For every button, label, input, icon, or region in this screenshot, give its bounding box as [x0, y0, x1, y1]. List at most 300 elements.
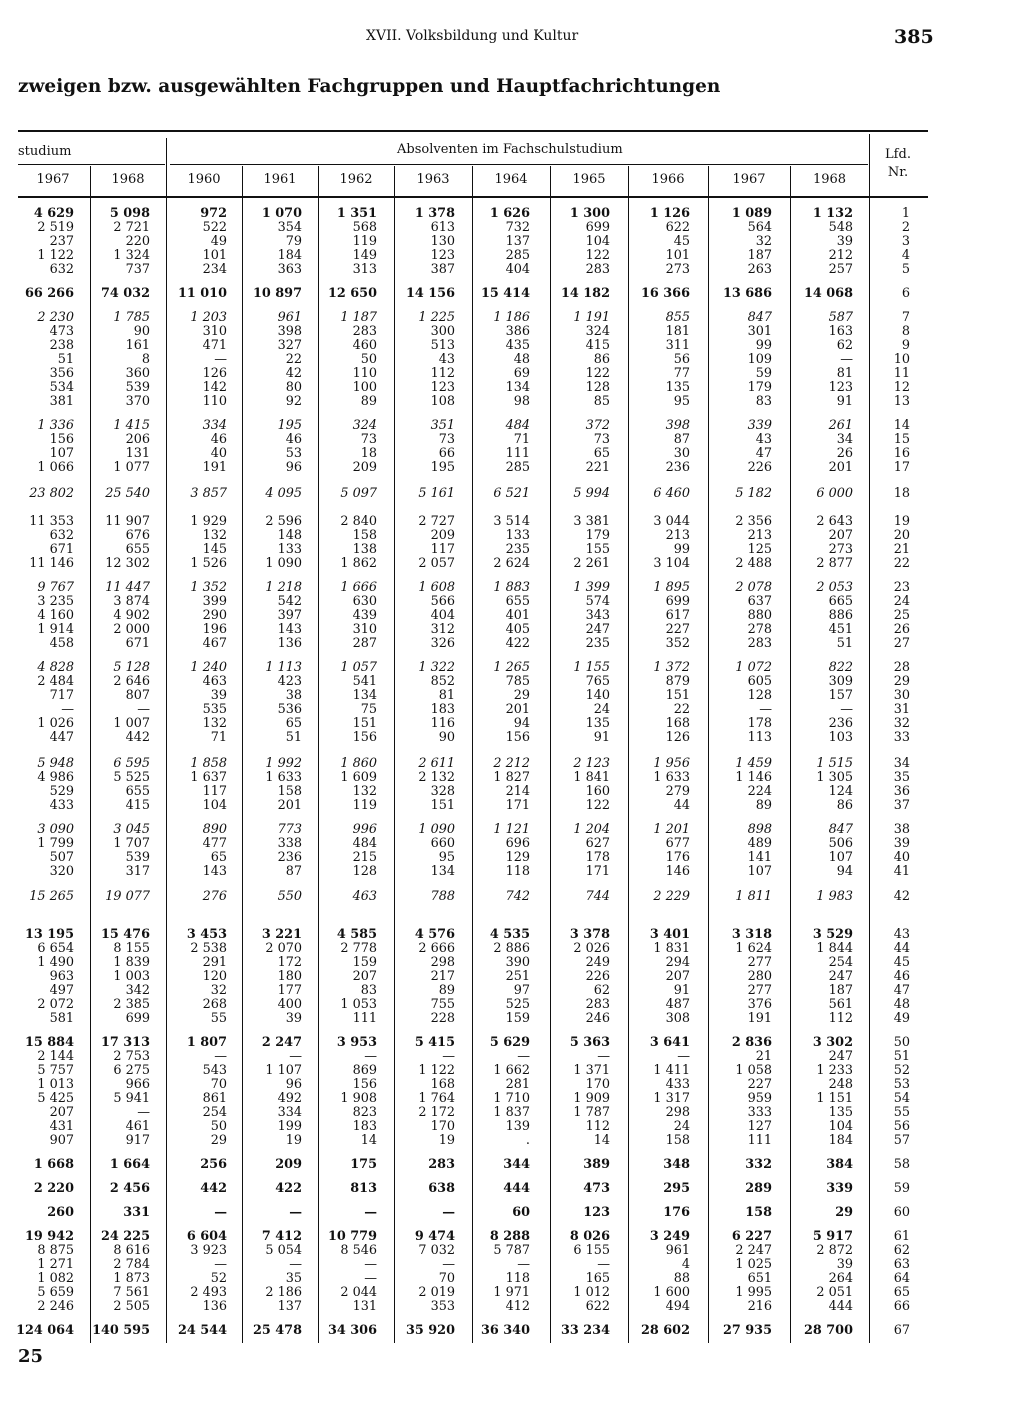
- table-cell: 1 914: [37, 622, 74, 637]
- table-cell: 110: [202, 394, 227, 409]
- table-cell: 1 053: [340, 997, 377, 1012]
- table-cell: 513: [430, 338, 455, 353]
- table-cell: —: [364, 1271, 377, 1286]
- table-cell: 2 646: [113, 674, 150, 689]
- table-row: [0, 675, 1024, 689]
- table-cell: 6 000: [816, 486, 853, 501]
- table-cell: 5 098: [109, 206, 150, 221]
- table-cell: 143: [277, 622, 302, 637]
- table-cell: 313: [352, 262, 377, 277]
- table-cell: 397: [277, 608, 302, 623]
- table-cell: 19 942: [25, 1229, 74, 1244]
- row-number: 28: [893, 660, 910, 675]
- table-cell: —: [597, 1049, 610, 1064]
- table-cell: 5 787: [493, 1243, 530, 1258]
- table-row: [0, 1120, 1024, 1134]
- table-row: [0, 865, 1024, 879]
- table-cell: 226: [747, 460, 772, 475]
- table-cell: 917: [125, 1133, 150, 1148]
- table-cell: 131: [352, 1299, 377, 1314]
- table-cell: 907: [49, 1133, 74, 1148]
- table-cell: 217: [430, 969, 455, 984]
- table-cell: 372: [585, 418, 610, 433]
- table-cell: 149: [352, 248, 377, 263]
- table-cell: —: [364, 1049, 377, 1064]
- table-cell: 451: [828, 622, 853, 637]
- table-cell: 348: [663, 1157, 690, 1172]
- table-cell: 134: [430, 864, 455, 879]
- table-cell: 855: [665, 310, 690, 325]
- table-row: [0, 851, 1024, 865]
- table-cell: 3 045: [113, 822, 150, 837]
- table-cell: 484: [352, 836, 377, 851]
- table-cell: 622: [665, 220, 690, 235]
- table-cell: 390: [505, 955, 530, 970]
- table-cell: 140: [585, 688, 610, 703]
- table-cell: 1 608: [418, 580, 455, 595]
- table-cell: 35: [285, 1271, 302, 1286]
- table-row: [0, 221, 1024, 235]
- table-cell: 187: [747, 248, 772, 263]
- table-cell: 14 182: [561, 286, 610, 301]
- table-cell: 2 666: [418, 941, 455, 956]
- table-cell: 213: [747, 528, 772, 543]
- table-cell: 44: [673, 798, 690, 813]
- table-cell: 422: [275, 1181, 302, 1196]
- table-cell: 568: [352, 220, 377, 235]
- table-cell: 117: [430, 542, 455, 557]
- table-cell: 539: [125, 380, 150, 395]
- table-cell: 10 897: [253, 286, 302, 301]
- table-row: [0, 1230, 1024, 1244]
- table-cell: 376: [747, 997, 772, 1012]
- row-number: 32: [893, 716, 910, 731]
- table-cell: 91: [673, 983, 690, 998]
- table-cell: 492: [277, 1091, 302, 1106]
- table-cell: 236: [665, 460, 690, 475]
- table-cell: 4: [681, 1257, 690, 1272]
- table-cell: 130: [430, 234, 455, 249]
- table-cell: 334: [277, 1105, 302, 1120]
- table-cell: 847: [828, 822, 853, 837]
- table-cell: 201: [277, 798, 302, 813]
- table-cell: 39: [285, 1011, 302, 1026]
- table-cell: 9 474: [414, 1229, 455, 1244]
- table-cell: 35 920: [406, 1323, 455, 1338]
- table-cell: 119: [352, 234, 377, 249]
- table-row: [0, 890, 1024, 904]
- table-cell: 4 828: [37, 660, 74, 675]
- table-cell: 52: [210, 1271, 227, 1286]
- table-cell: 1 707: [113, 836, 150, 851]
- table-cell: 351: [430, 418, 455, 433]
- table-cell: 2 057: [418, 556, 455, 571]
- table-row: [0, 419, 1024, 433]
- table-cell: 1 637: [190, 770, 227, 785]
- table-cell: 170: [585, 1077, 610, 1092]
- table-cell: 128: [585, 380, 610, 395]
- table-cell: 869: [352, 1063, 377, 1078]
- table-cell: 737: [125, 262, 150, 277]
- table-cell: 59: [755, 366, 772, 381]
- row-number: 9: [901, 338, 910, 353]
- row-number: 52: [893, 1063, 910, 1078]
- row-number: 41: [893, 864, 910, 879]
- table-cell: 677: [665, 836, 690, 851]
- table-cell: 2 385: [113, 997, 150, 1012]
- table-cell: 215: [352, 850, 377, 865]
- table-cell: 100: [352, 380, 377, 395]
- table-cell: 247: [585, 622, 610, 637]
- table-cell: 111: [747, 1133, 772, 1148]
- table-cell: 2 721: [113, 220, 150, 235]
- table-cell: 107: [747, 864, 772, 879]
- table-row: [0, 395, 1024, 409]
- table-cell: 85: [593, 394, 610, 409]
- row-number: 15: [893, 432, 910, 447]
- table-row: [0, 207, 1024, 221]
- table-row: [0, 984, 1024, 998]
- table-cell: 8 026: [569, 1229, 610, 1244]
- table-cell: 5 629: [489, 1035, 530, 1050]
- table-row: [0, 1106, 1024, 1120]
- table-cell: 96: [285, 1077, 302, 1092]
- table-cell: 201: [505, 702, 530, 717]
- table-cell: 25 540: [105, 486, 150, 501]
- table-row: [0, 447, 1024, 461]
- table-cell: 1 371: [573, 1063, 610, 1078]
- table-cell: 564: [747, 220, 772, 235]
- table-cell: 81: [836, 366, 853, 381]
- table-row: [0, 1300, 1024, 1314]
- table-cell: 65: [210, 850, 227, 865]
- table-cell: 148: [277, 528, 302, 543]
- table-cell: 283: [585, 997, 610, 1012]
- row-number: 63: [893, 1257, 910, 1272]
- year-header: 1960: [187, 172, 221, 187]
- table-cell: 135: [828, 1105, 853, 1120]
- table-cell: 1 336: [37, 418, 74, 433]
- table-cell: 8 546: [340, 1243, 377, 1258]
- table-cell: 276: [202, 889, 227, 904]
- row-number: 40: [893, 850, 910, 865]
- table-cell: 180: [277, 969, 302, 984]
- table-cell: 213: [665, 528, 690, 543]
- table-cell: 5 415: [414, 1035, 455, 1050]
- table-row: [0, 956, 1024, 970]
- table-cell: 2 123: [573, 756, 610, 771]
- table-cell: 381: [49, 394, 74, 409]
- table-cell: 755: [430, 997, 455, 1012]
- table-cell: 477: [202, 836, 227, 851]
- table-cell: 73: [593, 432, 610, 447]
- table-cell: 1 146: [735, 770, 772, 785]
- table-cell: 135: [585, 716, 610, 731]
- table-cell: 137: [277, 1299, 302, 1314]
- table-cell: —: [840, 702, 853, 717]
- table-cell: 134: [352, 688, 377, 703]
- row-number: 24: [893, 594, 910, 609]
- table-cell: 3 221: [261, 927, 302, 942]
- table-cell: 107: [828, 850, 853, 865]
- year-header: 1961: [263, 172, 297, 187]
- row-number: 56: [893, 1119, 910, 1134]
- table-cell: 4 535: [489, 927, 530, 942]
- table-cell: 160: [585, 784, 610, 799]
- table-cell: 401: [505, 608, 530, 623]
- table-cell: 1 352: [190, 580, 227, 595]
- table-cell: 201: [828, 460, 853, 475]
- table-cell: 71: [210, 730, 227, 745]
- row-number: 23: [893, 580, 910, 595]
- table-cell: 24 225: [101, 1229, 150, 1244]
- table-cell: 415: [125, 798, 150, 813]
- table-cell: 6 275: [113, 1063, 150, 1078]
- table-cell: 15 414: [481, 286, 530, 301]
- table-cell: 226: [585, 969, 610, 984]
- table-cell: 637: [747, 594, 772, 609]
- table-cell: 112: [585, 1119, 610, 1134]
- table-cell: 179: [585, 528, 610, 543]
- table-cell: 4 576: [414, 927, 455, 942]
- table-cell: 1 151: [816, 1091, 853, 1106]
- table-cell: 11 146: [29, 556, 74, 571]
- table-cell: 40: [210, 446, 227, 461]
- table-cell: 212: [828, 248, 853, 263]
- table-cell: 1 090: [418, 822, 455, 837]
- table-cell: 1 929: [190, 514, 227, 529]
- table-cell: 113: [747, 730, 772, 745]
- table-cell: 879: [665, 674, 690, 689]
- table-cell: 4 585: [336, 927, 377, 942]
- table-cell: 56: [673, 352, 690, 367]
- table-cell: 320: [49, 864, 74, 879]
- table-cell: 123: [430, 248, 455, 263]
- table-cell: 494: [665, 1299, 690, 1314]
- table-cell: 890: [202, 822, 227, 837]
- table-cell: 3 378: [569, 927, 610, 942]
- table-cell: 47: [755, 446, 772, 461]
- table-cell: 99: [755, 338, 772, 353]
- table-cell: 458: [49, 636, 74, 651]
- table-cell: 742: [505, 889, 530, 904]
- row-number: 1: [901, 206, 910, 221]
- table-cell: 1 305: [816, 770, 853, 785]
- table-cell: 2 070: [265, 941, 302, 956]
- table-row: [0, 543, 1024, 557]
- table-cell: 77: [673, 366, 690, 381]
- table-cell: 387: [430, 262, 455, 277]
- table-cell: 13 686: [723, 286, 772, 301]
- table-cell: 263: [747, 262, 772, 277]
- table-cell: 73: [438, 432, 455, 447]
- table-cell: 311: [665, 338, 690, 353]
- table-cell: 1 191: [573, 310, 610, 325]
- table-cell: 251: [505, 969, 530, 984]
- table-cell: 309: [828, 674, 853, 689]
- table-cell: 83: [360, 983, 377, 998]
- table-cell: 209: [430, 528, 455, 543]
- table-cell: 435: [505, 338, 530, 353]
- table-cell: 1 026: [37, 716, 74, 731]
- table-cell: 206: [125, 432, 150, 447]
- table-cell: 3 318: [731, 927, 772, 942]
- table-cell: 249: [585, 955, 610, 970]
- table-cell: 22: [285, 352, 302, 367]
- table-cell: 317: [125, 864, 150, 879]
- right-group-header: Absolventen im Fachschulstudium: [397, 142, 623, 157]
- table-row: [0, 637, 1024, 651]
- table-cell: 1 089: [731, 206, 772, 221]
- table-cell: 324: [352, 418, 377, 433]
- row-number: 31: [893, 702, 910, 717]
- table-cell: 170: [430, 1119, 455, 1134]
- table-cell: 2 247: [735, 1243, 772, 1258]
- table-cell: 236: [828, 716, 853, 731]
- row-number: 59: [893, 1181, 910, 1196]
- row-number: 62: [893, 1243, 910, 1258]
- row-number: 25: [893, 608, 910, 623]
- table-cell: 163: [828, 324, 853, 339]
- table-cell: 473: [49, 324, 74, 339]
- table-cell: 1 058: [735, 1063, 772, 1078]
- row-number: 3: [901, 234, 910, 249]
- footer-page-number: 25: [18, 1346, 44, 1367]
- table-cell: 398: [277, 324, 302, 339]
- table-cell: 183: [430, 702, 455, 717]
- table-cell: 122: [585, 366, 610, 381]
- table-cell: 1 883: [493, 580, 530, 595]
- table-cell: 94: [513, 716, 530, 731]
- table-cell: 328: [430, 784, 455, 799]
- table-cell: 2 753: [113, 1049, 150, 1064]
- table-cell: 101: [665, 248, 690, 263]
- table-cell: 3 514: [493, 514, 530, 529]
- table-cell: 3 302: [812, 1035, 853, 1050]
- table-row: [0, 1272, 1024, 1286]
- table-cell: 1 372: [653, 660, 690, 675]
- table-cell: 257: [828, 262, 853, 277]
- table-cell: 765: [585, 674, 610, 689]
- table-cell: —: [214, 1257, 227, 1272]
- table-cell: 98: [513, 394, 530, 409]
- table-cell: 118: [505, 1271, 530, 1286]
- left-group-header: studium: [18, 144, 72, 159]
- row-number: 51: [893, 1049, 910, 1064]
- table-cell: 550: [277, 889, 302, 904]
- table-cell: 29: [210, 1133, 227, 1148]
- table-cell: 822: [828, 660, 853, 675]
- row-number: 35: [893, 770, 910, 785]
- table-cell: 285: [505, 460, 530, 475]
- table-cell: 247: [828, 969, 853, 984]
- table-cell: 146: [665, 864, 690, 879]
- table-cell: 261: [828, 418, 853, 433]
- table-cell: 278: [747, 622, 772, 637]
- table-cell: 161: [125, 338, 150, 353]
- table-cell: 1 710: [493, 1091, 530, 1106]
- table-cell: 489: [747, 836, 772, 851]
- table-cell: 334: [202, 418, 227, 433]
- table-row: [0, 1206, 1024, 1220]
- table-cell: 632: [49, 262, 74, 277]
- table-cell: —: [364, 1257, 377, 1272]
- row-number: 44: [893, 941, 910, 956]
- table-cell: 246: [585, 1011, 610, 1026]
- table-cell: 2 611: [418, 756, 455, 771]
- table-cell: 1 837: [493, 1105, 530, 1120]
- row-number: 64: [893, 1271, 910, 1286]
- table-cell: 5 425: [37, 1091, 74, 1106]
- table-cell: 254: [202, 1105, 227, 1120]
- table-cell: 145: [202, 542, 227, 557]
- table-cell: 2 778: [340, 941, 377, 956]
- year-header: 1968: [111, 172, 145, 187]
- table-cell: 159: [352, 955, 377, 970]
- table-cell: 961: [665, 1243, 690, 1258]
- table-cell: 1 317: [653, 1091, 690, 1106]
- table-cell: 1 490: [37, 955, 74, 970]
- table-cell: 216: [747, 1299, 772, 1314]
- table-cell: 11 447: [105, 580, 150, 595]
- table-cell: 273: [828, 542, 853, 557]
- row-number: 61: [893, 1229, 910, 1244]
- table-row: [0, 1258, 1024, 1272]
- table-cell: 813: [350, 1181, 377, 1196]
- table-row: [0, 703, 1024, 717]
- table-cell: 19 077: [105, 889, 150, 904]
- row-number: 42: [893, 889, 910, 904]
- table-cell: 214: [505, 784, 530, 799]
- table-cell: 2 044: [340, 1285, 377, 1300]
- table-cell: 34: [836, 432, 853, 447]
- row-number: 43: [893, 927, 910, 942]
- table-cell: 298: [430, 955, 455, 970]
- table-row: [0, 249, 1024, 263]
- table-row: [0, 433, 1024, 447]
- table-cell: 461: [125, 1119, 150, 1134]
- table-cell: 2 072: [37, 997, 74, 1012]
- table-cell: 2 596: [265, 514, 302, 529]
- table-cell: 140 595: [92, 1323, 150, 1338]
- table-cell: —: [137, 702, 150, 717]
- table-cell: 2 538: [190, 941, 227, 956]
- table-cell: 123: [828, 380, 853, 395]
- table-cell: 1 025: [735, 1257, 772, 1272]
- table-cell: 463: [352, 889, 377, 904]
- table-cell: 33 234: [561, 1323, 610, 1338]
- table-cell: 3 453: [186, 927, 227, 942]
- table-cell: 1 662: [493, 1063, 530, 1078]
- table-cell: 171: [505, 798, 530, 813]
- table-cell: 228: [430, 1011, 455, 1026]
- table-cell: 1 844: [816, 941, 853, 956]
- table-cell: 111: [352, 1011, 377, 1026]
- table-cell: 247: [828, 1049, 853, 1064]
- table-cell: —: [442, 1049, 455, 1064]
- table-cell: 53: [285, 446, 302, 461]
- table-cell: 627: [585, 836, 610, 851]
- row-number: 54: [893, 1091, 910, 1106]
- table-cell: 1 633: [265, 770, 302, 785]
- table-cell: 172: [277, 955, 302, 970]
- table-cell: 36 340: [481, 1323, 530, 1338]
- year-header: 1967: [36, 172, 70, 187]
- table-cell: 43: [438, 352, 455, 367]
- table-cell: 11 907: [105, 514, 150, 529]
- table-cell: 95: [673, 394, 690, 409]
- table-cell: 352: [665, 636, 690, 651]
